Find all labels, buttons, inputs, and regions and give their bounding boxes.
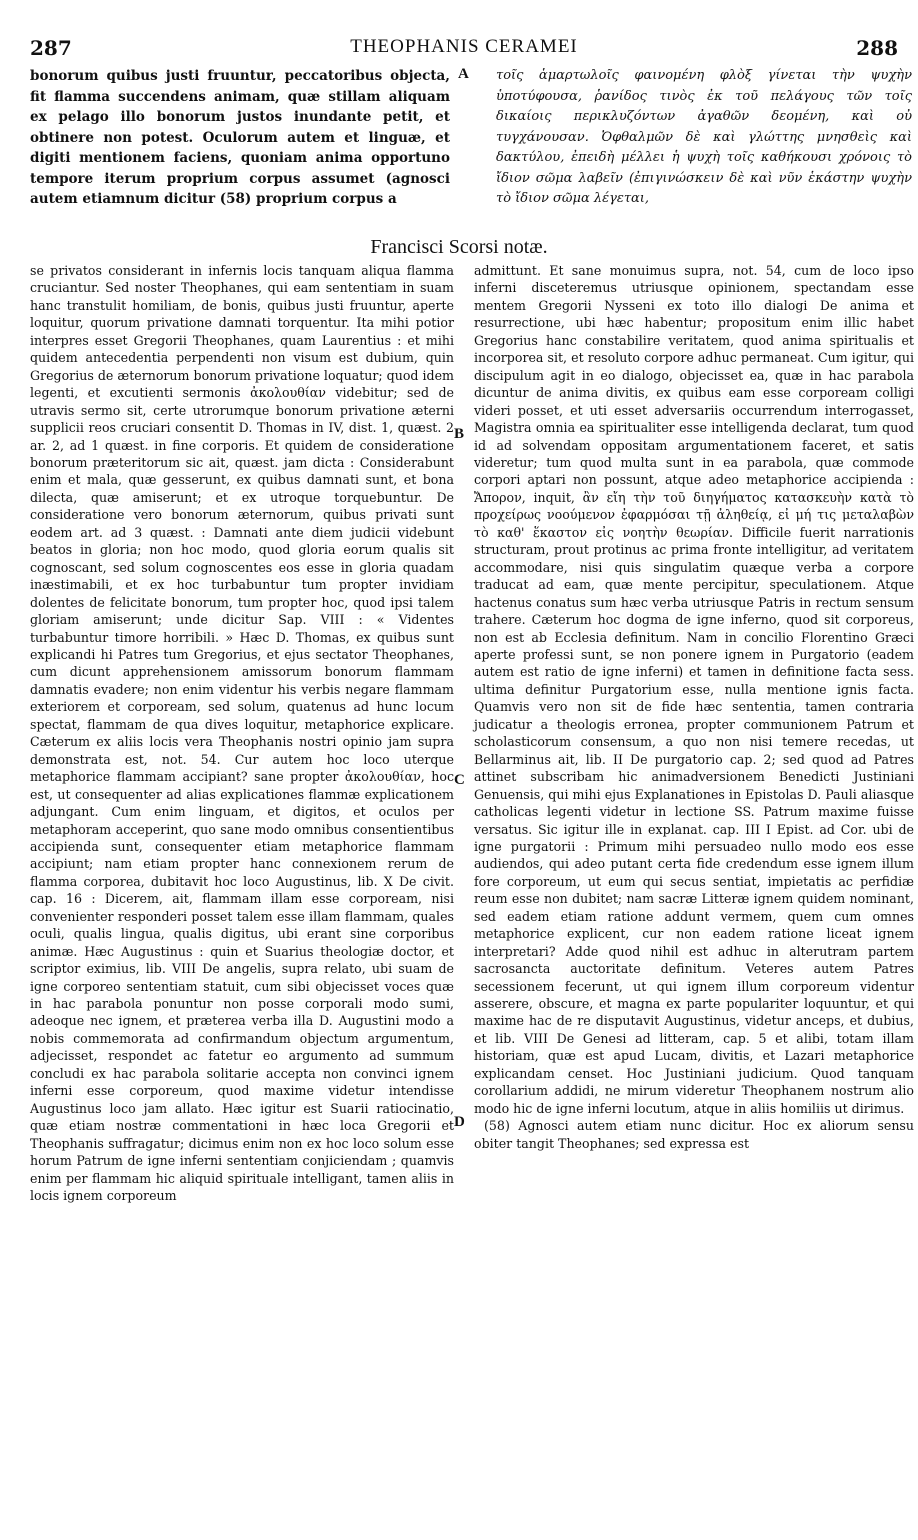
page-number-left: 287 [30,36,72,60]
latin-column [30,66,450,210]
notes-right-text: admittunt. Et sane monuimus supra, not. 54, cum de loco ipso inferni disceteremus utriusque opinionem, spectandam esse mentem Gregorii Nysseni ex toto illo dialogi De anima et resurrectione, ubi hæc habentur; propositum enim illic habet Gregorius hanc constabilire veritatem, quod anima spiritualis et incorporea sit, et resoluto corpore adhuc permaneat. Cum igitur, qui discipulum agit in eo dialogo, objecisset ea, quæ in hac parabola dicuntur de anima divitis, ex quibus eam esse corpoream colligi videri posset, et uti esset adversariis occurrendum interrogasset, Magistra omnia ea spiritualiter esse intelligenda declarat, tum quod id ad solvendam oppositam argumentationem faceret, et satis videretur; tum quod multa sunt in ea parabola, quæ commode corpori aptari non possunt, atque adeo metaphorice accipienda : Ἄπορον, inquit, ἂν εἴη τὴν τοῦ διηγήματος κατασκευὴν κατὰ τὸ προχείρως νοούμενον ἐφαρμόσαι τῇ ἀληθείᾳ, εἰ μή τις μεταλαβὼν τὸ καθ' ἕκαστον εἰς νοητὴν θεωρίαν. Difficile fuerit narrationis structuram, prout protinus ac prima fronte intelligitur, ad veritatem accommodare, nisi quis singulatim quæque verba a corpore traducat ad eam, quæ mente percipitur, speculationem. Atque hactenus conatus sum hæc verba utriusque Patris in rectum sensum trahere. Cæterum hoc dogma de igne inferno, quod sit corporeus, non est ab Ecclesia definitum. Nam in concilio Florentino Græci aperte professi sunt, se non ponere ignem in Purgatorio (eadem autem est ratio de igne inferni) et tamen in definitione facta sess. ultima definitur Purgatorium esse, nulla mentione ignis facta. Quamvis vero non sit de fide hæc sententia, tamen contraria judicatur a theologis erronea, propter communionem Patrum et scholasticorum consensum, a quo non nisi temere recedas, ut Bellarminus ait, lib. II De purgatorio cap. 2; sed quod ad Patres attinet subscribam hic animadversionem Benedicti Justiniani Genuensis, qui mihi ejus Explanationes in Epistolas D. Pauli aliasque catholicas legenti videtur in lectione SS. Patrum maxime fuisse versatus. Sic igitur ille in explanat. cap. III I Epist. ad Cor. ubi de igne purgatorii : Primum mihi persuadeo nullo modo eos esse audiendos, qui adeo putant certa fide credendum esse ignem illum fore corporeum, ut eum qui secus sentiat, impietatis ac perfidiæ reum esse non dubitet; nam sacræ Litteræ ignem quidem nominant, sed eadem etiam ratione addunt vermem, quem cum omnes metaphorice explicent, cur non eadem ratione liceat ignem interpretari? Adde quod nihil est adhuc in alterutram partem sacrosancta auctoritate definitum. Veteres autem Patres secessionem fecerunt, ut qui ignem illum corporeum videntur asserere, obscure, et magna ex parte populariter loquuntur, et qui maxime hac de re disputavit Augustinus, videtur anceps, et dubius, et lib. VIII De Genesi ad litteram, cap. 5 et alibi, totam illam historiam, quæ est apud Lucam, divitis, et Lazari metaphorice explicandam censet. Hoc Justiniani judicium. Quod tanquam corollarium addidi, ne mirum videretur Theophanem nostrum alio modo hic de igne inferni locutum, atque in aliis homiliis ut dirimus. [474,263,914,1116]
greek-text: τοῖς ἁμαρτωλοῖς φαινομένη φλὸξ γίνεται τὴν ψυχὴν ὑποτύφουσα, ῥανίδος τινὸς ἐκ τοῦ πελάγους τῶν τοῖς δικαίοις περικλυζόντων ἀγαθῶν δεομένη, καὶ οὐ τυγχάνουσαν. Ὀφθαλμῶν δὲ καὶ γλώττης μνησθεὶς καὶ δακτύλου, ἐπειδὴ μέλλει ἡ ψυχὴ τοῖς καθήκουσι χρόνοις τὸ ἴδιον σῶμα λαβεῖν (ἐπιγινώσκειν δὲ καὶ νῦν ἑκάστην ψυχὴν τὸ ἴδιον σῶμα λέγεται, [496,68,912,206]
margin-marker-a: A [458,66,469,82]
footnote-58: (58) Agnosci autem etiam nunc dicitur. Hoc ex aliorum sensu obiter tangit Theophanes; sed expressa est [474,1118,914,1151]
notes-left-column [30,262,454,1204]
notes-section [30,262,914,1532]
notes-left-text: se privatos considerant in infernis locis tanquam aliqua flamma cruciantur. Sed noster Theophanes, qui eam sententiam in suam hanc transtulit homiliam, de bonis, quibus justi fruuntur, aperte loquitur, quorum privatione damnati torquentur. Ita mihi potior interpres esset Gregorii Theophanes, quam Laurentius : et mihi quidem antecedentia perpendenti non visum est dubium, quin Gregorius de æternorum bonorum privatione loquatur; quod idem legenti, et excutienti sermonis ἀκολουθίαν videbitur; sed de utravis sermo sit, certe utrorumque bonorum privatione æterni supplicii reos cruciari consentit D. Thomas in IV, dist. 1, quæst. 2 ar. 2, ad 1 quæst. in fine corporis. Et quidem de consideratione bonorum præteritorum sic ait, quæst. jam dicta : Considerabunt enim et mala, quæ gesserunt, ex quibus damnati sunt, et bona dilecta, quæ amiserunt; et ex utroque torquebuntur. De consideratione vero bonorum æternorum, quibus privati sunt eodem art. ad 3 quæst. : Damnati ante diem judicii videbunt beatos in gloria; non hoc modo, quod gloria eorum qualis sit cognoscant, sed solum cognoscentes eos esse in gloria quadam inæstimabili, et ex hoc turbabuntur tum propter invidiam dolentes de felicitate bonorum, tum propter hoc, quod ipsi talem gloriam amiserunt; unde dicitur Sap. VIII : « Videntes turbabuntur timore horribili. » Hæc D. Thomas, ex quibus sunt explicandi hi Patres tum Gregorius, et ejus sectator Theophanes, cum dicunt apprehensionem amissorum bonorum flammam damnatis evadere; non enim videntur his verbis negare flammam exteriorem et corpoream, sed solum, quatenus ad hunc locum spectat, flammam de qua dives loquitur, metaphorice explicare. Cæterum ex aliis locis vera Theophanis nostri opinio jam supra demonstrata est, not. 54. Cur autem hoc loco uterque metaphorice flammam accipiant? sane propter ἀκολουθίαν, hoc est, ut consequenter ad alias explicationes flammæ explicationem adjungant. Cum enim linguam, et digitos, et oculos per metaphoram acceperint, quo sane modo omnibus consentientibus accipienda sunt, consequenter etiam metaphorice flammam accipiunt; nam etiam propter hanc connexionem rerum de flamma corporea, dubitavit hoc loco Augustinus, lib. X De civit. cap. 16 : Dicerem, ait, flammam illam esse corpoream, nisi convenienter responderi posset talem esse illam flammam, quales oculi, qualis lingua, qualis digitus, ubi erant sine corporibus animæ. Hæc Augustinus : quin et Suarius theologiæ doctor, et scriptor eximius, lib. VIII De angelis, supra relato, ubi suam de igne corporeo sententiam statuit, cum sibi objecisset voces quæ in hac parabola ponuntur non posse corporali modo sumi, adeoque nec ignem, et præterea verba illa D. Augustini modo a nobis commemorata ad confirmandum objectum argumentum, adjecisset, respondet ac fatetur eo argumento ad summum concludi ex hac parabola solitarie accepta non convinci ignem inferni esse corporeum, quod maxime videtur intendisse Augustinus loco jam allato. Hæc igitur est Suarii ratiocinatio, quæ etiam nostræ commentationi in hæc loca Gregorii et Theophanis suffragatur; dicimus enim non ex hoc loco solum esse horum Patrum de igne inferni sententiam conjiciendam ; quamvis enim per flammam hic aliquid spirituale intelligant, tamen aliis in locis ignem corporeum [30,263,454,1204]
margin-marker-d: D [454,1114,465,1130]
notes-right-column [474,262,914,1152]
page-header [30,36,898,62]
margin-marker-b: B [454,426,465,442]
main-text [30,66,912,246]
running-title: THEOPHANIS CERAMEI [350,36,578,57]
page-number-right: 288 [856,36,898,60]
greek-column [496,66,912,210]
margin-marker-c: C [454,772,465,788]
latin-text: bonorum quibus justi fruuntur, peccatoribus objecta, fit flamma succendens animam, quæ stillam aliquam ex pelago illo bonorum justos inundante petit, et obtinere non potest. Oculorum autem et linguæ, et digiti mentionem faciens, quoniam anima opportuno tempore iterum proprium corpus assumet (agnosci autem etiamnum dicitur (58) proprium corpus a [30,68,450,207]
notes-heading: Francisci Scorsi notæ. [370,236,548,258]
